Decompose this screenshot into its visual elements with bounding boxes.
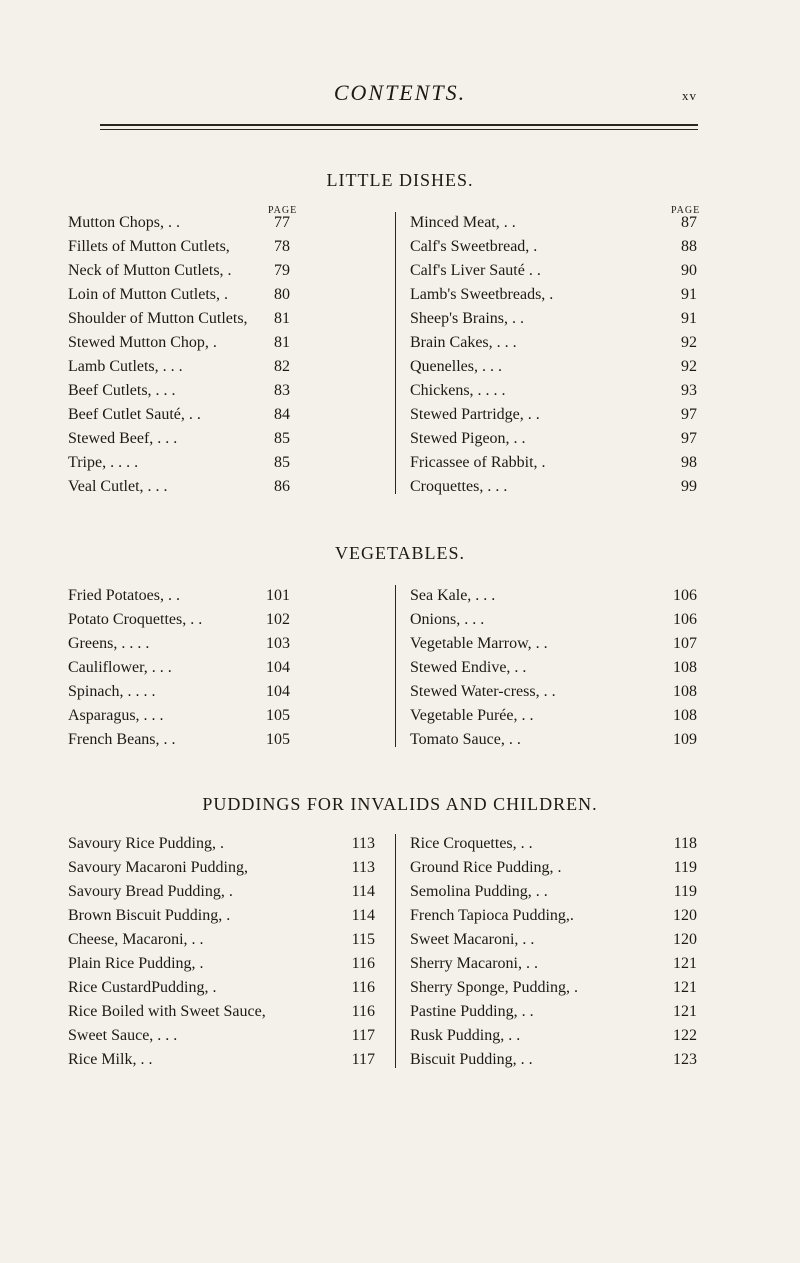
entry-title: Neck of Mutton Cutlets, . [68,262,232,279]
entry-page-number: 118 [673,835,697,852]
entry-title: Fillets of Mutton Cutlets, [68,238,230,255]
entry-page-number: 106 [673,587,697,604]
entry-title: Fried Potatoes, . . [68,587,180,604]
contents-entry [410,608,697,632]
entry-title: Fricassee of Rabbit, . [410,454,546,471]
contents-entry [68,331,290,355]
entry-title: Savoury Bread Pudding, . [68,883,233,900]
entry-page-number: 88 [681,238,697,255]
entry-title: Semolina Pudding, . . [410,883,548,900]
vegetables-right-column [410,584,697,752]
contents-entry [410,235,697,259]
entry-title: Stewed Partridge, . . [410,406,540,423]
entry-page-number: 97 [681,406,697,423]
entry-page-number: 85 [274,430,290,447]
contents-entry [410,656,697,680]
page-column-label: PAGE [671,205,701,216]
entry-page-number: 117 [351,1027,375,1044]
entry-title: French Beans, . . [68,731,176,748]
entry-title: Rice Croquettes, . . [410,835,533,852]
entry-title: Sherry Sponge, Pudding, . [410,979,578,996]
contents-entry [68,307,290,331]
contents-entry [410,475,697,499]
contents-entry [68,928,375,952]
entry-title: Potato Croquettes, . . [68,611,203,628]
entry-page-number: 98 [681,454,697,471]
page-number: xv [682,88,697,103]
entry-page-number: 85 [274,454,290,471]
entry-title: Onions, . . . [410,611,485,628]
entry-title: Pastine Pudding, . . [410,1003,534,1020]
contents-entry [410,584,697,608]
entry-page-number: 90 [681,262,697,279]
entry-page-number: 114 [351,907,375,924]
entry-title: Greens, . . . . [68,635,150,652]
entry-page-number: 120 [673,931,697,948]
entry-page-number: 87 [681,214,697,231]
entry-title: Minced Meat, . . [410,214,516,231]
entry-title: Savoury Macaroni Pudding, [68,859,248,876]
contents-entry [410,331,697,355]
entry-page-number: 114 [351,883,375,900]
entry-title: Sherry Macaroni, . . [410,955,538,972]
entry-title: Spinach, . . . . [68,683,156,700]
contents-entry [410,355,697,379]
contents-entry [68,680,290,704]
entry-title: Calf's Liver Sauté . . [410,262,541,279]
entry-page-number: 78 [274,238,290,255]
section-title-little-dishes: LITTLE DISHES. [326,170,474,190]
contents-entry [410,451,697,475]
entry-title: Brown Biscuit Pudding, . [68,907,231,924]
contents-entry [410,952,697,976]
contents-entry [68,608,290,632]
entry-page-number: 106 [673,611,697,628]
contents-entry [68,656,290,680]
entry-page-number: 79 [274,262,290,279]
contents-entry [68,235,290,259]
contents-entry [410,1024,697,1048]
contents-entry [410,632,697,656]
entry-title: Lamb Cutlets, . . . [68,358,183,375]
contents-entry [68,832,375,856]
contents-entry [68,632,290,656]
entry-title: Calf's Sweetbread, . [410,238,538,255]
contents-entry [410,1000,697,1024]
little-dishes-left-column [68,211,290,499]
contents-entry [410,904,697,928]
entry-page-number: 119 [673,883,697,900]
entry-title: Rusk Pudding, . . [410,1027,521,1044]
entry-title: Stewed Water-cress, . . [410,683,556,700]
entry-page-number: 121 [673,955,697,972]
entry-page-number: 92 [681,358,697,375]
entry-page-number: 116 [351,955,375,972]
entry-page-number: 117 [351,1051,375,1068]
contents-entry [410,427,697,451]
entry-title: Tomato Sauce, . . [410,731,521,748]
contents-entry [68,880,375,904]
entry-page-number: 91 [681,286,697,303]
entry-title: Croquettes, . . . [410,478,508,495]
entry-page-number: 102 [266,611,290,628]
entry-title: Cheese, Macaroni, . . [68,931,204,948]
entry-page-number: 93 [681,382,697,399]
contents-entry [68,1024,375,1048]
entry-page-number: 103 [266,635,290,652]
contents-entry [68,1000,375,1024]
entry-page-number: 121 [673,1003,697,1020]
entry-title: Plain Rice Pudding, . [68,955,204,972]
entry-page-number: 105 [266,707,290,724]
contents-entry [410,379,697,403]
entry-title: Stewed Mutton Chop, . [68,334,217,351]
contents-entry [410,403,697,427]
entry-page-number: 104 [266,683,290,700]
contents-entry [410,976,697,1000]
entry-page-number: 108 [673,707,697,724]
contents-entry [410,283,697,307]
contents-entry [410,856,697,880]
entry-title: Beef Cutlets, . . . [68,382,176,399]
entry-title: Asparagus, . . . [68,707,164,724]
entry-page-number: 115 [351,931,375,948]
contents-entry [410,1048,697,1072]
entry-page-number: 121 [673,979,697,996]
entry-title: Tripe, . . . . [68,454,139,471]
entry-title: Rice CustardPudding, . [68,979,217,996]
contents-entry [410,880,697,904]
puddings-right-column [410,832,697,1072]
entry-page-number: 120 [673,907,697,924]
entry-page-number: 80 [274,286,290,303]
entry-page-number: 105 [266,731,290,748]
entry-page-number: 108 [673,683,697,700]
entry-title: Rice Milk, . . [68,1051,153,1068]
contents-entry [68,1048,375,1072]
entry-page-number: 91 [681,310,697,327]
entry-page-number: 77 [274,214,290,231]
entry-title: Vegetable Marrow, . . [410,635,548,652]
entry-title: Stewed Beef, . . . [68,430,178,447]
entry-title: Sheep's Brains, . . [410,310,524,327]
entry-title: Savoury Rice Pudding, . [68,835,224,852]
entry-page-number: 123 [673,1051,697,1068]
contents-entry [410,259,697,283]
contents-entry [68,728,290,752]
entry-page-number: 108 [673,659,697,676]
entry-title: Biscuit Pudding, . . [410,1051,533,1068]
entry-page-number: 99 [681,478,697,495]
entry-title: Sea Kale, . . . [410,587,496,604]
contents-entry [410,704,697,728]
contents-entry [68,475,290,499]
contents-entry [68,451,290,475]
column-divider [395,585,396,747]
contents-entry [410,928,697,952]
entry-page-number: 104 [266,659,290,676]
contents-entry [68,904,375,928]
contents-entry [68,856,375,880]
entry-title: Shoulder of Mutton Cutlets, [68,310,248,327]
entry-page-number: 101 [266,587,290,604]
contents-entry [68,355,290,379]
entry-page-number: 92 [681,334,697,351]
entry-title: Lamb's Sweetbreads, . [410,286,554,303]
contents-entry [68,952,375,976]
entry-page-number: 113 [351,859,375,876]
entry-title: Mutton Chops, . . [68,214,181,231]
entry-page-number: 107 [673,635,697,652]
entry-title: French Tapioca Pudding,. [410,907,574,924]
entry-title: Ground Rice Pudding, . [410,859,562,876]
entry-page-number: 97 [681,430,697,447]
page-title: CONTENTS. [333,80,467,105]
section-title-puddings: PUDDINGS FOR INVALIDS AND CHILDREN. [202,794,598,814]
contents-entry [410,307,697,331]
contents-entry [410,728,697,752]
entry-page-number: 86 [274,478,290,495]
little-dishes-right-column [410,211,697,499]
contents-entry [68,259,290,283]
header-rule-thin [100,129,698,130]
contents-entry [68,704,290,728]
entry-title: Sweet Macaroni, . . [410,931,535,948]
vegetables-left-column [68,584,290,752]
entry-page-number: 113 [351,835,375,852]
entry-title: Vegetable Purée, . . [410,707,534,724]
entry-title: Brain Cakes, . . . [410,334,517,351]
header-rule [100,124,698,126]
entry-title: Stewed Endive, . . [410,659,527,676]
entry-title: Stewed Pigeon, . . [410,430,526,447]
entry-title: Rice Boiled with Sweet Sauce, [68,1003,266,1020]
contents-entry [68,403,290,427]
entry-title: Cauliflower, . . . [68,659,172,676]
contents-entry [410,211,697,235]
running-head [0,60,800,120]
entry-title: Beef Cutlet Sauté, . . [68,406,201,423]
section-title-vegetables: VEGETABLES. [334,543,466,563]
entry-title: Chickens, . . . . [410,382,506,399]
entry-page-number: 116 [351,979,375,996]
entry-page-number: 81 [274,334,290,351]
entry-title: Loin of Mutton Cutlets, . [68,286,228,303]
column-divider [395,834,396,1068]
entry-title: Sweet Sauce, . . . [68,1027,178,1044]
entry-page-number: 119 [673,859,697,876]
contents-entry [68,283,290,307]
column-divider [395,212,396,494]
entry-page-number: 82 [274,358,290,375]
contents-entry [68,976,375,1000]
entry-page-number: 81 [274,310,290,327]
contents-entry [410,832,697,856]
puddings-left-column [68,832,375,1072]
entry-title: Quenelles, . . . [410,358,502,375]
contents-entry [68,584,290,608]
entry-title: Veal Cutlet, . . . [68,478,168,495]
page-column-label: PAGE [268,205,298,216]
contents-entry [410,680,697,704]
entry-page-number: 109 [673,731,697,748]
entry-page-number: 122 [673,1027,697,1044]
entry-page-number: 84 [274,406,290,423]
entry-page-number: 116 [351,1003,375,1020]
entry-page-number: 83 [274,382,290,399]
contents-entry [68,379,290,403]
contents-entry [68,211,290,235]
contents-entry [68,427,290,451]
